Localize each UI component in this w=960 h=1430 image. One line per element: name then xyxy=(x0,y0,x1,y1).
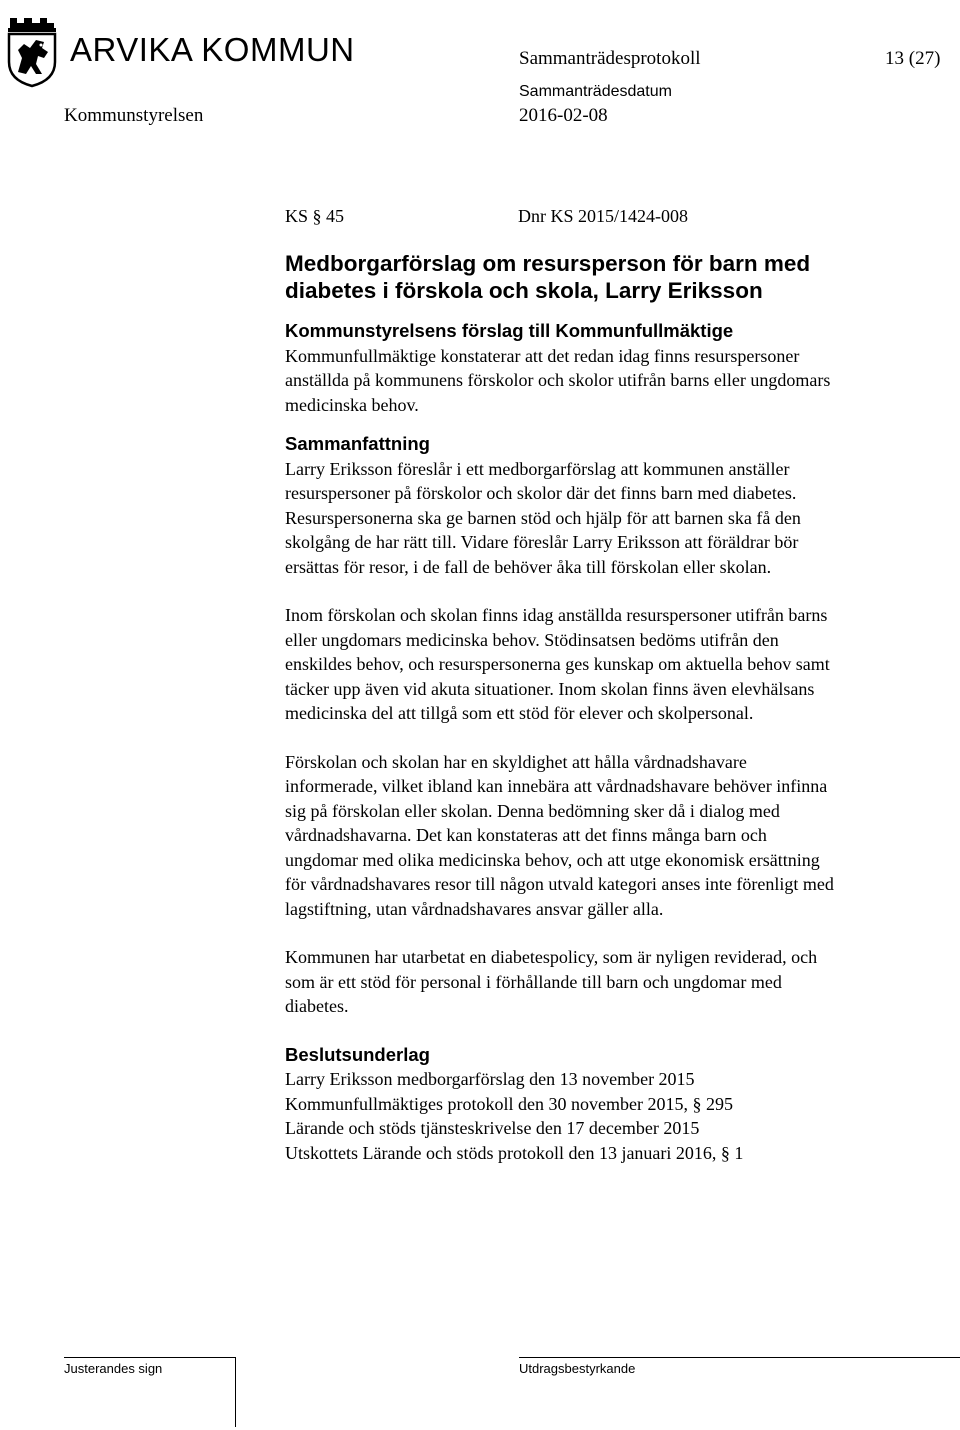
paragraph-line: enskildes behov, och resurspersonerna ges kunskap om aktuella behov samt xyxy=(285,654,830,674)
paragraph-line: Kommunen har utarbetat en diabetespolicy, som är nyligen reviderad, och xyxy=(285,947,818,967)
paragraph-line: skolgång de har rätt till. Vidare föreslår Larry Eriksson att föräldrar bör xyxy=(285,532,799,552)
meeting-date-label: Sammanträdesdatum xyxy=(519,83,672,100)
municipal-coat-of-arms-logo xyxy=(4,14,60,88)
paragraph-line: Resurspersonerna ska ge barnen stöd och hjälp för att barnen ska få den xyxy=(285,507,801,528)
summary-paragraph xyxy=(285,603,945,726)
footer-sign-box-border xyxy=(235,1357,236,1427)
case-reference-row xyxy=(285,204,945,228)
board-name: Kommunstyrelsen xyxy=(64,105,204,126)
decision-basis-item: Kommunfullmäktiges protokoll den 30 november 2015, § 295 xyxy=(285,1093,733,1114)
footer-divider-left xyxy=(64,1357,236,1358)
paragraph-line: sig på förskolan eller skolan. Denna bedömning sker då i dialog med xyxy=(285,800,780,821)
case-title-line: Medborgarförslag om resursperson för barn med xyxy=(285,251,811,276)
protocol-title: Sammanträdesprotokoll xyxy=(519,48,701,69)
meeting-date: 2016-02-08 xyxy=(519,105,608,126)
page-number: 13 (27) xyxy=(885,48,941,69)
paragraph-line: Inom förskolan och skolan finns idag anställda resurspersoner utifrån barns xyxy=(285,605,828,625)
summary-paragraph xyxy=(285,457,945,580)
paragraph-line: medicinska del att tillgå som ett stöd för elever och skolpersonal. xyxy=(285,703,754,723)
summary-paragraph xyxy=(285,750,945,922)
paragraph-line: Larry Eriksson föreslår i ett medborgarförslag att kommunen anställer xyxy=(285,458,790,479)
proposal-section xyxy=(285,319,945,417)
footer-sign-label: Justerandes sign xyxy=(64,1361,163,1376)
decision-basis-item: Lärande och stöds tjänsteskrivelse den 17 december 2015 xyxy=(285,1118,700,1138)
footer-certification-label: Utdragsbestyrkande xyxy=(519,1361,636,1376)
paragraph-line: täcker upp även vid akuta situationer. Inom skolan finns även elevhälsans xyxy=(285,678,815,699)
paragraph-line: eller ungdomars medicinska behov. Stödinsatsen bedöms utifrån den xyxy=(285,629,779,650)
proposal-line: Kommunfullmäktige konstaterar att det redan idag finns resurspersoner xyxy=(285,345,800,366)
paragraph-line: resurspersoner på förskolor och skolor där det finns barn med diabetes. xyxy=(285,483,797,503)
case-dnr: Dnr KS 2015/1424-008 xyxy=(518,206,688,226)
footer-divider-right xyxy=(519,1357,960,1358)
paragraph-line: som är ett stöd för personal i förhållande till barn och ungdomar med xyxy=(285,971,782,992)
case-content xyxy=(285,204,945,1165)
summary-heading: Sammanfattning xyxy=(285,433,430,454)
case-number: KS § 45 xyxy=(285,206,345,226)
paragraph-line: vårdnadshavarna. Det kan konstateras att det finns många barn och xyxy=(285,825,767,845)
summary-section xyxy=(285,432,945,1019)
paragraph-line: för vårdnadshavares resor till någon utvald kategori anses inte förenligt med xyxy=(285,874,834,894)
paragraph-line: informerade, vilket ibland kan innebära att vårdnadshavare behöver infinna xyxy=(285,776,828,796)
paragraph-line: Förskolan och skolan har en skyldighet att hålla vårdnadshavare xyxy=(285,751,747,772)
case-title xyxy=(285,250,945,304)
proposal-line: medicinska behov. xyxy=(285,394,419,415)
paragraph-line: diabetes. xyxy=(285,996,349,1016)
proposal-line: anställda på kommunens förskolor och skolor utifrån barns eller ungdomars xyxy=(285,370,831,390)
paragraph-line: ungdomar med olika medicinska behov, och att utge ekonomisk ersättning xyxy=(285,849,820,870)
organization-name: ARVIKA KOMMUN xyxy=(70,31,355,68)
paragraph-line: lagstiftning, utan vårdnadshavares ansvar gäller alla. xyxy=(285,898,664,919)
proposal-heading: Kommunstyrelsens förslag till Kommunfullmäktige xyxy=(285,320,734,341)
decision-basis-heading: Beslutsunderlag xyxy=(285,1043,430,1065)
case-title-line: diabetes i förskola och skola, Larry Eriksson xyxy=(285,278,763,303)
paragraph-line: ersättas för resor, i de fall de behöver åka till förskolan eller skolan. xyxy=(285,556,772,577)
decision-basis-item: Utskottets Lärande och stöds protokoll den 13 januari 2016, § 1 xyxy=(285,1142,744,1163)
decision-basis-item: Larry Eriksson medborgarförslag den 13 november 2015 xyxy=(285,1069,695,1089)
decision-basis-section xyxy=(285,1043,945,1166)
summary-paragraph xyxy=(285,945,945,1019)
